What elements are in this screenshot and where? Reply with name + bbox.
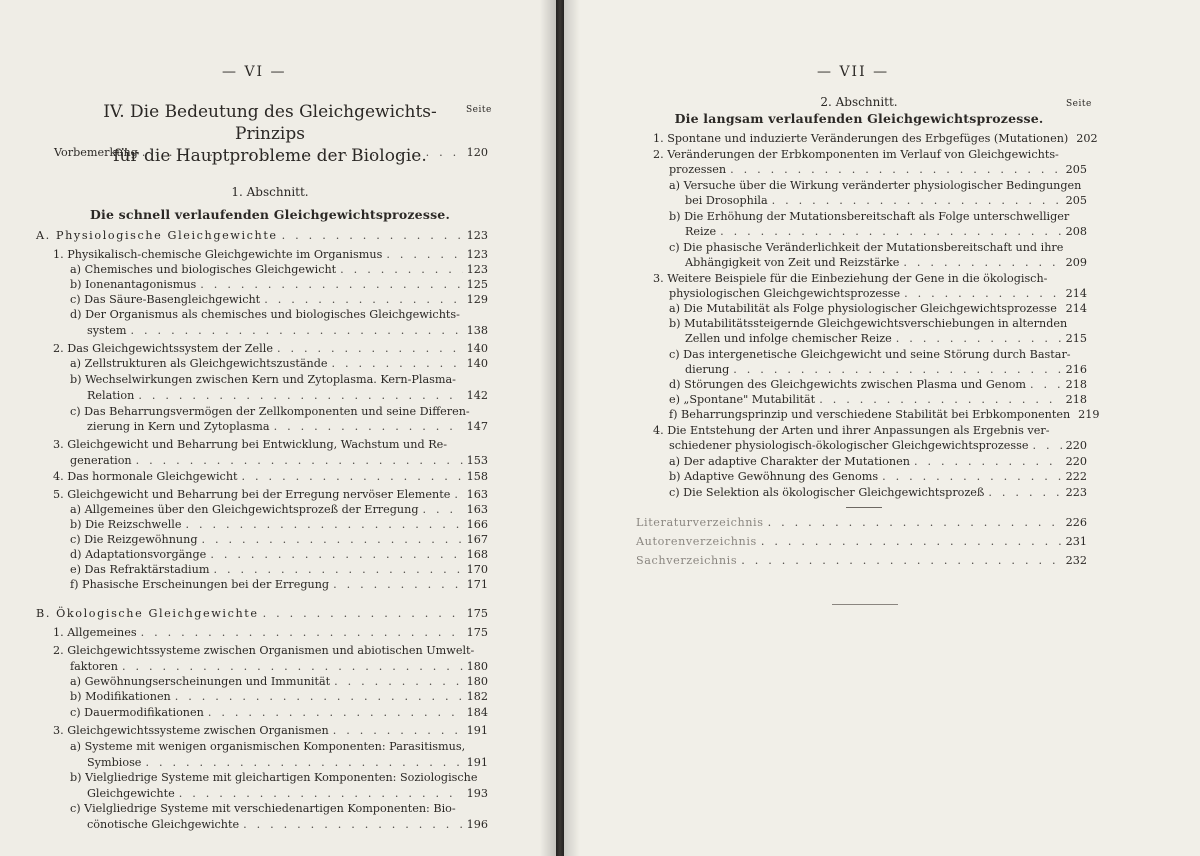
leader-dots bbox=[243, 817, 463, 832]
toc-entry bbox=[70, 277, 488, 292]
toc-entry-text: b) Die Reizschwelle bbox=[70, 518, 182, 531]
toc-entry-page: 219 bbox=[1078, 408, 1100, 421]
page-number-right: — VII — bbox=[817, 64, 890, 80]
leader-dots bbox=[333, 723, 463, 738]
toc-entry bbox=[70, 674, 488, 689]
toc-entry-page: 123 bbox=[466, 229, 488, 242]
toc-entry-text: 1. Allgemeines bbox=[53, 626, 137, 639]
toc-entry-text: system bbox=[87, 324, 127, 337]
toc-entry-text: 3. Gleichgewichtssysteme zwischen Organismen bbox=[53, 724, 329, 737]
leader-dots bbox=[122, 659, 463, 674]
toc-entry bbox=[70, 453, 488, 468]
toc-entry bbox=[669, 454, 1087, 469]
toc-entry-text: cönotische Gleichgewichte bbox=[87, 818, 240, 831]
toc-entry-vorbemerkung bbox=[54, 145, 488, 160]
toc-entry bbox=[70, 659, 488, 674]
toc-entry-text: b) Adaptive Gewöhnung des Genoms bbox=[669, 470, 879, 483]
toc-entry-text: a) Versuche über die Wirkung veränderter physiologischer Bedingungen bbox=[669, 179, 1082, 192]
leader-dots bbox=[136, 453, 463, 468]
toc-entry-page: 205 bbox=[1065, 194, 1087, 207]
toc-entry bbox=[669, 301, 1087, 316]
toc-entry-page: 209 bbox=[1065, 256, 1087, 269]
toc-entry-text: Vorbemerkung bbox=[54, 146, 138, 159]
toc-entry-text: prozessen bbox=[669, 163, 727, 176]
toc-entry bbox=[685, 331, 1087, 346]
chapter-heading-line-1: IV. Die Bedeutung des Gleichgewichts-Prinzips bbox=[103, 102, 437, 144]
toc-entry-text: a) Allgemeines über den Gleichgewichtsprozeß der Erregung bbox=[70, 503, 419, 516]
toc-entry-text: 3. Gleichgewicht und Beharrung bei Entwicklung, Wachstum und Re- bbox=[53, 438, 448, 451]
toc-entry bbox=[53, 643, 488, 658]
section-title-right: Die langsam verlaufenden Gleichgewichtsprozesse. bbox=[674, 111, 1044, 126]
toc-entry bbox=[685, 362, 1087, 377]
leader-dots bbox=[242, 469, 463, 484]
toc-entry-page: 147 bbox=[466, 420, 488, 433]
toc-entry-page: 142 bbox=[466, 389, 488, 402]
toc-entry-text: Relation bbox=[87, 389, 135, 402]
leader-dots bbox=[282, 228, 463, 243]
toc-entry-page: 180 bbox=[466, 660, 488, 673]
toc-entry-text: a) Zellstrukturen als Gleichgewichtszustände bbox=[70, 357, 328, 370]
toc-entry bbox=[669, 469, 1087, 484]
leader-dots bbox=[386, 247, 462, 262]
toc-entry-page: 218 bbox=[1065, 393, 1087, 406]
toc-entry bbox=[669, 178, 1087, 193]
toc-entry bbox=[669, 485, 1087, 500]
toc-entry-text: c) Die Selektion als ökologischer Gleichgewichtsprozeß bbox=[669, 486, 985, 499]
toc-entry-text: f) Phasische Erscheinungen bei der Erregung bbox=[70, 578, 330, 591]
toc-entry-text: Symbiose bbox=[87, 756, 142, 769]
toc-entry-text: 3. Weitere Beispiele für die Einbeziehung der Gene in die ökologisch- bbox=[653, 272, 1048, 285]
toc-entry bbox=[53, 437, 488, 452]
leader-dots bbox=[454, 487, 462, 502]
toc-entry bbox=[36, 228, 488, 243]
toc-entry-text: b) Ionenantagonismus bbox=[70, 278, 197, 291]
seite-label-left: Seite bbox=[466, 105, 492, 115]
toc-entry-page: 216 bbox=[1065, 363, 1087, 376]
toc-entry bbox=[87, 755, 488, 770]
toc-entry-text: A. Physiologische Gleichgewichte bbox=[36, 229, 278, 242]
leader-dots bbox=[768, 515, 1062, 530]
toc-entry-text: a) Chemisches und biologisches Gleichgewicht bbox=[70, 263, 337, 276]
toc-entry-page: 129 bbox=[466, 293, 488, 306]
toc-entry-page: 167 bbox=[466, 533, 488, 546]
leader-dots bbox=[423, 502, 463, 517]
leader-dots bbox=[175, 689, 463, 704]
toc-entry bbox=[70, 770, 488, 785]
section-label-right: 2. Abschnitt. bbox=[820, 95, 898, 109]
toc-entry-text: dierung bbox=[685, 363, 730, 376]
toc-entry-page: 140 bbox=[466, 342, 488, 355]
toc-entry-text: Autorenverzeichnis bbox=[636, 535, 757, 548]
toc-entry bbox=[653, 147, 1087, 162]
toc-entry-page: 175 bbox=[466, 607, 488, 620]
toc-entry bbox=[36, 606, 488, 621]
toc-entry-page: 193 bbox=[466, 787, 488, 800]
toc-entry-page: 171 bbox=[466, 578, 488, 591]
leader-dots bbox=[202, 532, 463, 547]
separator-rule bbox=[846, 507, 882, 508]
toc-entry bbox=[53, 247, 488, 262]
toc-entry bbox=[70, 739, 488, 754]
toc-entry bbox=[669, 162, 1087, 177]
toc-entry bbox=[70, 307, 488, 322]
leader-dots bbox=[720, 224, 1062, 239]
toc-entry bbox=[653, 423, 1087, 438]
toc-entry-page: 182 bbox=[466, 690, 488, 703]
leader-dots bbox=[264, 292, 462, 307]
leader-dots bbox=[333, 577, 463, 592]
toc-entry-text: b) Wechselwirkungen zwischen Kern und Zytoplasma. Kern-Plasma- bbox=[70, 373, 456, 386]
toc-entry bbox=[70, 532, 488, 547]
book-gutter bbox=[540, 0, 580, 856]
toc-entry bbox=[53, 469, 488, 484]
toc-entry-text: 5. Gleichgewicht und Beharrung bei der Erregung nervöser Elemente bbox=[53, 488, 451, 501]
toc-entry bbox=[669, 377, 1087, 392]
leader-dots bbox=[277, 341, 463, 356]
toc-entry-text: zierung in Kern und Zytoplasma bbox=[87, 420, 270, 433]
leader-dots bbox=[145, 755, 462, 770]
leader-dots bbox=[179, 786, 463, 801]
toc-entry bbox=[669, 240, 1087, 255]
toc-entry-text: c) Dauermodifikationen bbox=[70, 706, 204, 719]
toc-entry-text: b) Mutabilitätssteigernde Gleichgewichtsverschiebungen in alternden bbox=[669, 317, 1068, 330]
toc-entry-index bbox=[636, 534, 1087, 549]
toc-entry bbox=[685, 193, 1087, 208]
toc-entry-page: 153 bbox=[466, 454, 488, 467]
toc-entry-text: 2. Gleichgewichtssysteme zwischen Organismen und abiotischen Umwelt- bbox=[53, 644, 475, 657]
toc-entry-text: e) „Spontane" Mutabilität bbox=[669, 393, 816, 406]
toc-entry-text: d) Störungen des Gleichgewichts zwischen Plasma und Genom bbox=[669, 378, 1026, 391]
toc-entry-text: d) Adaptationsvorgänge bbox=[70, 548, 207, 561]
toc-entry bbox=[70, 689, 488, 704]
toc-entry-page: 223 bbox=[1065, 486, 1087, 499]
toc-entry-page: 166 bbox=[466, 518, 488, 531]
leader-dots bbox=[761, 534, 1062, 549]
toc-entry-page: 180 bbox=[466, 675, 488, 688]
toc-entry-text: a) Die Mutabilität als Folge physiologischer Gleichgewichtsprozesse bbox=[669, 302, 1057, 315]
toc-entry bbox=[669, 316, 1087, 331]
toc-entry bbox=[70, 502, 488, 517]
toc-entry-page: 214 bbox=[1065, 302, 1087, 315]
seite-label-right: Seite bbox=[1066, 99, 1092, 109]
leader-dots bbox=[274, 419, 463, 434]
toc-entry bbox=[70, 547, 488, 562]
toc-entry-page: 158 bbox=[466, 470, 488, 483]
toc-entry bbox=[87, 323, 488, 338]
toc-entry-page: 220 bbox=[1065, 455, 1087, 468]
toc-entry-text: 4. Die Entstehung der Arten und ihrer Anpassungen als Ergebnis ver- bbox=[653, 424, 1050, 437]
toc-entry-page: 231 bbox=[1065, 535, 1087, 548]
end-rule bbox=[832, 604, 898, 605]
toc-entry bbox=[53, 723, 488, 738]
toc-entry-text: d) Der Organismus als chemisches und biologisches Gleichgewichts- bbox=[70, 308, 460, 321]
section-title-left: Die schnell verlaufenden Gleichgewichtsprozesse. bbox=[89, 207, 451, 222]
toc-entry bbox=[653, 271, 1087, 286]
toc-entry-page: 140 bbox=[466, 357, 488, 370]
leader-dots bbox=[914, 454, 1062, 469]
toc-entry-text: Sachverzeichnis bbox=[636, 554, 738, 567]
toc-entry-text: b) Modifikationen bbox=[70, 690, 171, 703]
toc-entry bbox=[70, 356, 488, 371]
toc-entry bbox=[53, 625, 488, 640]
toc-entry-page: 120 bbox=[466, 146, 488, 159]
toc-entry-page: 123 bbox=[466, 248, 488, 261]
toc-entry-text: generation bbox=[70, 454, 132, 467]
toc-entry-text: b) Die Erhöhung der Mutationsbereitschaft als Folge unterschwelliger bbox=[669, 210, 1070, 223]
toc-entry-index bbox=[636, 515, 1087, 530]
leader-dots bbox=[896, 331, 1062, 346]
toc-entry-text: 1. Physikalisch-chemische Gleichgewichte im Organismus bbox=[53, 248, 383, 261]
toc-entry-text: 4. Das hormonale Gleichgewicht bbox=[53, 470, 238, 483]
toc-entry-text: B. Ökologische Gleichgewichte bbox=[36, 607, 259, 620]
toc-entry bbox=[70, 404, 488, 419]
toc-entry-page: 191 bbox=[466, 756, 488, 769]
toc-entry bbox=[685, 255, 1087, 270]
toc-entry-page: 222 bbox=[1065, 470, 1087, 483]
leader-dots bbox=[730, 162, 1062, 177]
leader-dots bbox=[332, 356, 463, 371]
toc-entry-page: 170 bbox=[466, 563, 488, 576]
toc-entry-text: Reize bbox=[685, 225, 717, 238]
section-label-left: 1. Abschnitt. bbox=[231, 185, 309, 199]
toc-entry-index bbox=[636, 553, 1087, 568]
leader-dots bbox=[904, 286, 1062, 301]
leader-dots bbox=[138, 388, 462, 403]
toc-entry-page: 215 bbox=[1065, 332, 1087, 345]
left-page bbox=[0, 0, 556, 856]
leader-dots bbox=[263, 606, 463, 621]
toc-entry-text: f) Beharrungsprinzip und verschiedene Stabilität bei Erbkomponenten bbox=[669, 408, 1071, 421]
toc-entry-page: 138 bbox=[466, 324, 488, 337]
leader-dots bbox=[1030, 377, 1062, 392]
toc-entry bbox=[685, 224, 1087, 239]
leader-dots bbox=[141, 625, 463, 640]
toc-entry-page: 202 bbox=[1076, 132, 1098, 145]
leader-dots bbox=[741, 553, 1061, 568]
leader-dots bbox=[208, 705, 463, 720]
toc-entry bbox=[87, 817, 488, 832]
toc-entry-text: c) Vielgliedrige Systeme mit verschiedenartigen Komponenten: Bio- bbox=[70, 802, 456, 815]
toc-entry-text: a) Gewöhnungserscheinungen und Immunität bbox=[70, 675, 331, 688]
toc-entry bbox=[70, 517, 488, 532]
toc-entry bbox=[87, 786, 488, 801]
leader-dots bbox=[903, 255, 1061, 270]
leader-dots bbox=[988, 485, 1061, 500]
leader-dots bbox=[213, 562, 462, 577]
toc-entry-page: 123 bbox=[466, 263, 488, 276]
toc-entry-page: 214 bbox=[1065, 287, 1087, 300]
toc-entry-text: Abhängigkeit von Zeit und Reizstärke bbox=[685, 256, 900, 269]
toc-entry-text: 2. Das Gleichgewichtssystem der Zelle bbox=[53, 342, 273, 355]
leader-dots bbox=[772, 193, 1062, 208]
page-number-left: — VI — bbox=[222, 64, 287, 80]
chapter-heading-line-2: für die Hauptprobleme der Biologie. bbox=[113, 146, 427, 166]
toc-entry-text: 1. Spontane und induzierte Veränderungen des Erbgefüges (Mutationen) bbox=[653, 132, 1069, 145]
leader-dots bbox=[142, 145, 463, 160]
toc-entry bbox=[669, 392, 1087, 407]
toc-entry bbox=[70, 562, 488, 577]
toc-entry-text: a) Systeme mit wenigen organismischen Komponenten: Parasitismus, bbox=[70, 740, 466, 753]
toc-entry-text: a) Der adaptive Charakter der Mutationen bbox=[669, 455, 910, 468]
toc-entry-text: c) Das Säure-Basengleichgewicht bbox=[70, 293, 261, 306]
toc-entry bbox=[669, 407, 1100, 422]
toc-entry-page: 163 bbox=[466, 488, 488, 501]
toc-entry bbox=[70, 577, 488, 592]
toc-entry-text: bei Drosophila bbox=[685, 194, 768, 207]
toc-entry-text: 2. Veränderungen der Erbkomponenten im Verlauf von Gleichgewichts- bbox=[653, 148, 1059, 161]
toc-entry-page: 205 bbox=[1065, 163, 1087, 176]
toc-entry-text: Gleichgewichte bbox=[87, 787, 175, 800]
leader-dots bbox=[131, 323, 463, 338]
toc-entry bbox=[70, 262, 488, 277]
toc-entry bbox=[70, 801, 488, 816]
leader-dots bbox=[210, 547, 462, 562]
toc-entry bbox=[53, 341, 488, 356]
toc-entry bbox=[669, 347, 1087, 362]
toc-entry-text: c) Das intergenetische Gleichgewicht und seine Störung durch Bastar- bbox=[669, 348, 1071, 361]
toc-entry-page: 168 bbox=[466, 548, 488, 561]
toc-entry-text: schiedener physiologisch-ökologischer Gleichgewichtsprozesse bbox=[669, 439, 1029, 452]
leader-dots bbox=[186, 517, 463, 532]
toc-entry-page: 184 bbox=[466, 706, 488, 719]
toc-entry bbox=[669, 438, 1087, 453]
toc-entry bbox=[70, 292, 488, 307]
toc-entry-text: c) Das Beharrungsvermögen der Zellkomponenten und seine Differen- bbox=[70, 405, 470, 418]
toc-entry bbox=[87, 388, 488, 403]
toc-entry-page: 220 bbox=[1065, 439, 1087, 452]
toc-entry-text: c) Die Reizgewöhnung bbox=[70, 533, 198, 546]
toc-entry-text: physiologischen Gleichgewichtsprozesse bbox=[669, 287, 901, 300]
toc-entry-page: 196 bbox=[466, 818, 488, 831]
leader-dots bbox=[819, 392, 1061, 407]
toc-entry-text: Literaturverzeichnis bbox=[636, 516, 764, 529]
leader-dots bbox=[733, 362, 1061, 377]
toc-entry-page: 208 bbox=[1065, 225, 1087, 238]
toc-entry-page: 175 bbox=[466, 626, 488, 639]
toc-entry-text: c) Die phasische Veränderlichkeit der Mutationsbereitschaft und ihre bbox=[669, 241, 1064, 254]
leader-dots bbox=[882, 469, 1062, 484]
leader-dots bbox=[1032, 438, 1061, 453]
toc-entry-page: 226 bbox=[1065, 516, 1087, 529]
toc-entry-page: 218 bbox=[1065, 378, 1087, 391]
leader-dots bbox=[1061, 301, 1062, 316]
leader-dots bbox=[334, 674, 463, 689]
toc-entry bbox=[87, 419, 488, 434]
toc-entry bbox=[669, 286, 1087, 301]
right-page bbox=[564, 0, 1200, 856]
toc-entry-text: Zellen und infolge chemischer Reize bbox=[685, 332, 892, 345]
toc-entry-page: 191 bbox=[466, 724, 488, 737]
leader-dots bbox=[340, 262, 462, 277]
toc-entry bbox=[70, 705, 488, 720]
toc-entry-page: 125 bbox=[466, 278, 488, 291]
toc-entry bbox=[669, 209, 1087, 224]
toc-entry bbox=[53, 487, 488, 502]
toc-entry-text: faktoren bbox=[70, 660, 118, 673]
toc-entry-page: 232 bbox=[1065, 554, 1087, 567]
toc-entry-text: b) Vielgliedrige Systeme mit gleichartigen Komponenten: Soziologische bbox=[70, 771, 478, 784]
toc-entry-page: 163 bbox=[466, 503, 488, 516]
toc-entry bbox=[653, 131, 1098, 146]
leader-dots bbox=[200, 277, 462, 292]
toc-entry-text: e) Das Refraktärstadium bbox=[70, 563, 210, 576]
toc-entry bbox=[70, 372, 488, 387]
